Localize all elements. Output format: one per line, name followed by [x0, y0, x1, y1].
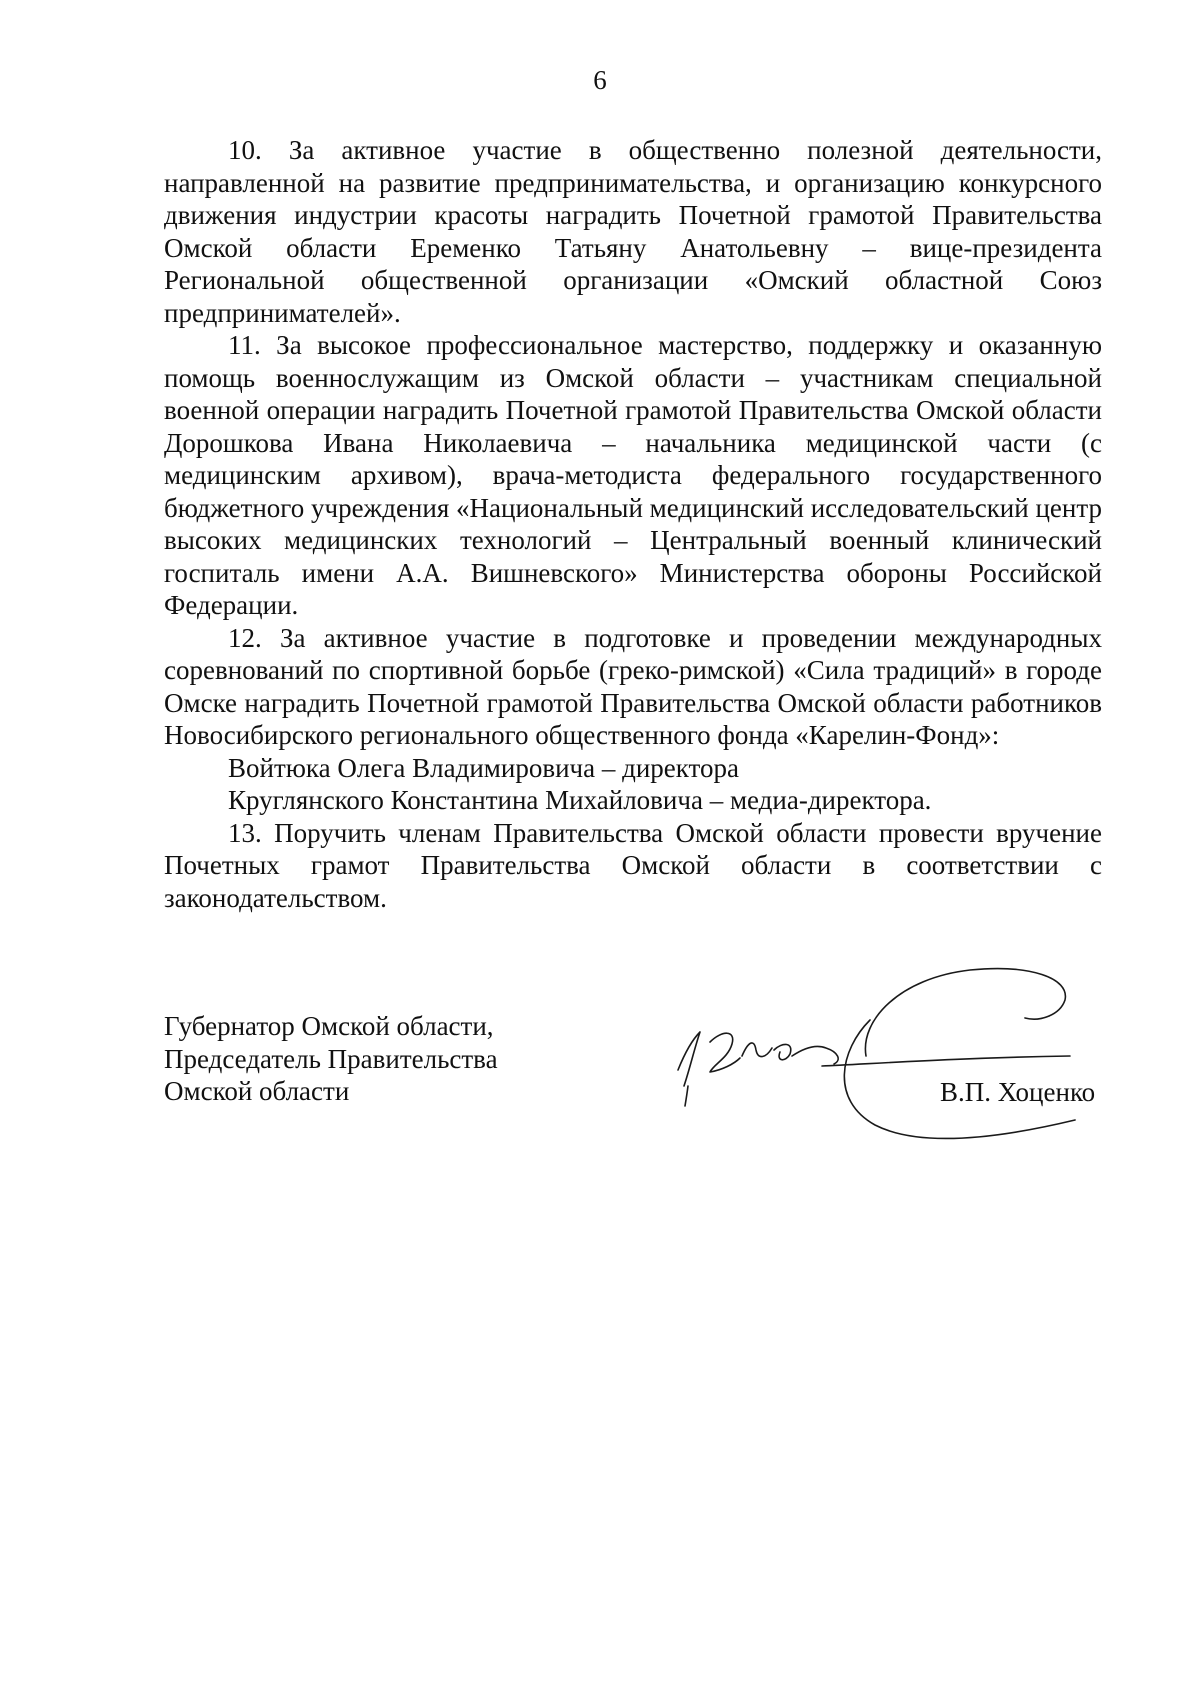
signer-title-line: Губернатор Омской области,: [164, 1011, 494, 1041]
document-body: [164, 134, 1102, 914]
signer-name: В.П. Хоценко: [940, 1077, 1096, 1107]
signer-title: [164, 1010, 498, 1108]
paragraph-12: 12. За активное участие в подготовке и проведении международных соревнований по спортивной борьбе (греко-римской) «Сила традиций» в городе Омске наградить Почетной грамотой Правительства Омской области работников Новосибирского регионального общественного фонда «Карелин-Фонд»:: [164, 622, 1102, 750]
paragraph-11: 11. За высокое профессиональное мастерство, поддержку и оказанную помощь военнослужащим из Омской области – участникам специальной военной операции наградить Почетной грамотой Правительства Омской области Дорошкова Ивана Николаевича – начальника медицинской части (с медицинским архивом), врача-методиста федерального государственного бюджетного учреждения «Национальный медицинский исследовательский центр высоких медицинских технологий – Центральный военный клинический госпиталь имени А.А. Вишневского» Министерства обороны Российской Федерации.: [164, 330, 1102, 620]
paragraph-13: 13. Поручить членам Правительства Омской области провести вручение Почетных грамот Правительства Омской области в соответствии с законодательством.: [164, 817, 1102, 913]
handwritten-signature: [670, 960, 1100, 1160]
paragraph-10: 10. За активное участие в общественно полезной деятельности, направленной на развитие предпринимательства, и организацию конкурсного движения индустрии красоты наградить Почетной грамотой Правительства Омской области Еременко Татьяну Анатольевну – вице-президента Региональной общественной организации «Омский областной Союз предпринимателей».: [164, 135, 1102, 328]
awardee-list-item: Войтюка Олега Владимировича – директора: [228, 752, 739, 783]
signer-title-line: Председатель Правительства: [164, 1043, 498, 1074]
awardee-list-item: Круглянского Константина Михайловича – медиа-директора.: [228, 785, 932, 815]
page-number: 6: [593, 65, 607, 95]
signer-title-line: Омской области: [164, 1076, 350, 1106]
